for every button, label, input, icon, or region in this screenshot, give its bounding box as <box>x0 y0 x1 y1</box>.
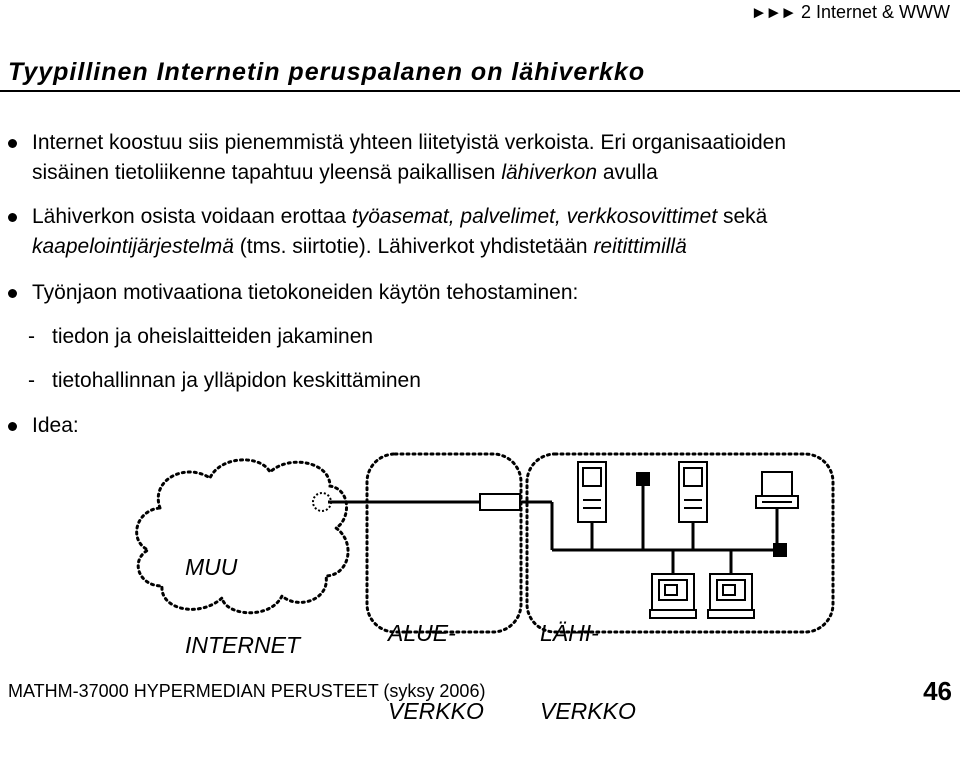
cloud-label-line: INTERNET <box>185 632 300 658</box>
bullet-dot-icon <box>8 139 17 148</box>
bullet-text <box>32 128 932 188</box>
idea-label: Idea: <box>32 414 79 437</box>
server-icon <box>679 462 707 522</box>
text-span: avulla <box>597 161 658 184</box>
dash-mark: - <box>28 369 35 392</box>
sub-item-text: tietohallinnan ja ylläpidon keskittäminen <box>52 369 421 392</box>
emphasis-term: työasemat, palvelimet, verkkosovittimet <box>351 205 718 228</box>
cloud-label <box>185 502 300 710</box>
lahiverkko-label-line: VERKKO <box>540 698 636 724</box>
emphasis-term: lähiverkon <box>501 161 598 184</box>
bullet-line: Internet koostuu siis pienemmistä yhteen liitetyistä verkoista. Eri organisaatioiden <box>32 131 787 154</box>
dash-mark: - <box>28 325 35 348</box>
bullet-dot-icon <box>8 213 17 222</box>
workstation-icon <box>650 574 696 618</box>
bullet-dot-icon <box>8 289 17 298</box>
slide-title: Tyypillinen Internetin peruspalanen on lähiverkko <box>8 58 646 86</box>
title-divider <box>0 90 960 92</box>
alueverkko-label-line: VERKKO <box>388 698 484 724</box>
terminator-icon <box>636 472 650 486</box>
section-title: 2 Internet & WWW <box>800 2 950 22</box>
text-span: sisäinen tietoliikenne tapahtuu yleensä paikallisen <box>32 161 502 184</box>
emphasis-term: kaapelointijärjestelmä <box>32 235 234 258</box>
bullet-line <box>32 158 932 188</box>
footer-course: MATHM-37000 HYPERMEDIAN PERUSTEET (syksy 2006) <box>8 681 486 701</box>
text-span: sekä <box>717 205 768 228</box>
lahiverkko-label <box>540 568 636 776</box>
bullet-line <box>32 232 932 262</box>
server-icon <box>578 462 606 522</box>
text-span: Lähiverkon osista voidaan erottaa <box>32 205 352 228</box>
page-number: 46 <box>923 676 952 706</box>
text-span: (tms. siirtotie). Lähiverkot yhdistetään <box>233 235 594 258</box>
bullet-dot-icon <box>8 422 17 431</box>
sub-item-text: tiedon ja oheislaitteiden jakaminen <box>52 325 374 348</box>
cloud-label-line: MUU <box>185 554 238 580</box>
bullet-text: Työnjaon motivaationa tietokoneiden käytön tehostaminen: <box>32 281 579 304</box>
emphasis-term: reitittimillä <box>593 235 687 258</box>
bullet-line <box>32 202 932 232</box>
workstation-icon <box>708 574 754 618</box>
alueverkko-label-line: ALUE- <box>388 620 456 646</box>
alueverkko-label <box>388 568 484 776</box>
terminator-icon <box>773 543 787 557</box>
section-header <box>750 2 950 23</box>
router-icon <box>480 494 520 510</box>
lahiverkko-label-line: LÄHI- <box>540 620 599 646</box>
arrows-icon: ►►► <box>750 3 795 22</box>
bullet-text <box>32 202 932 262</box>
printer-icon <box>756 472 798 508</box>
